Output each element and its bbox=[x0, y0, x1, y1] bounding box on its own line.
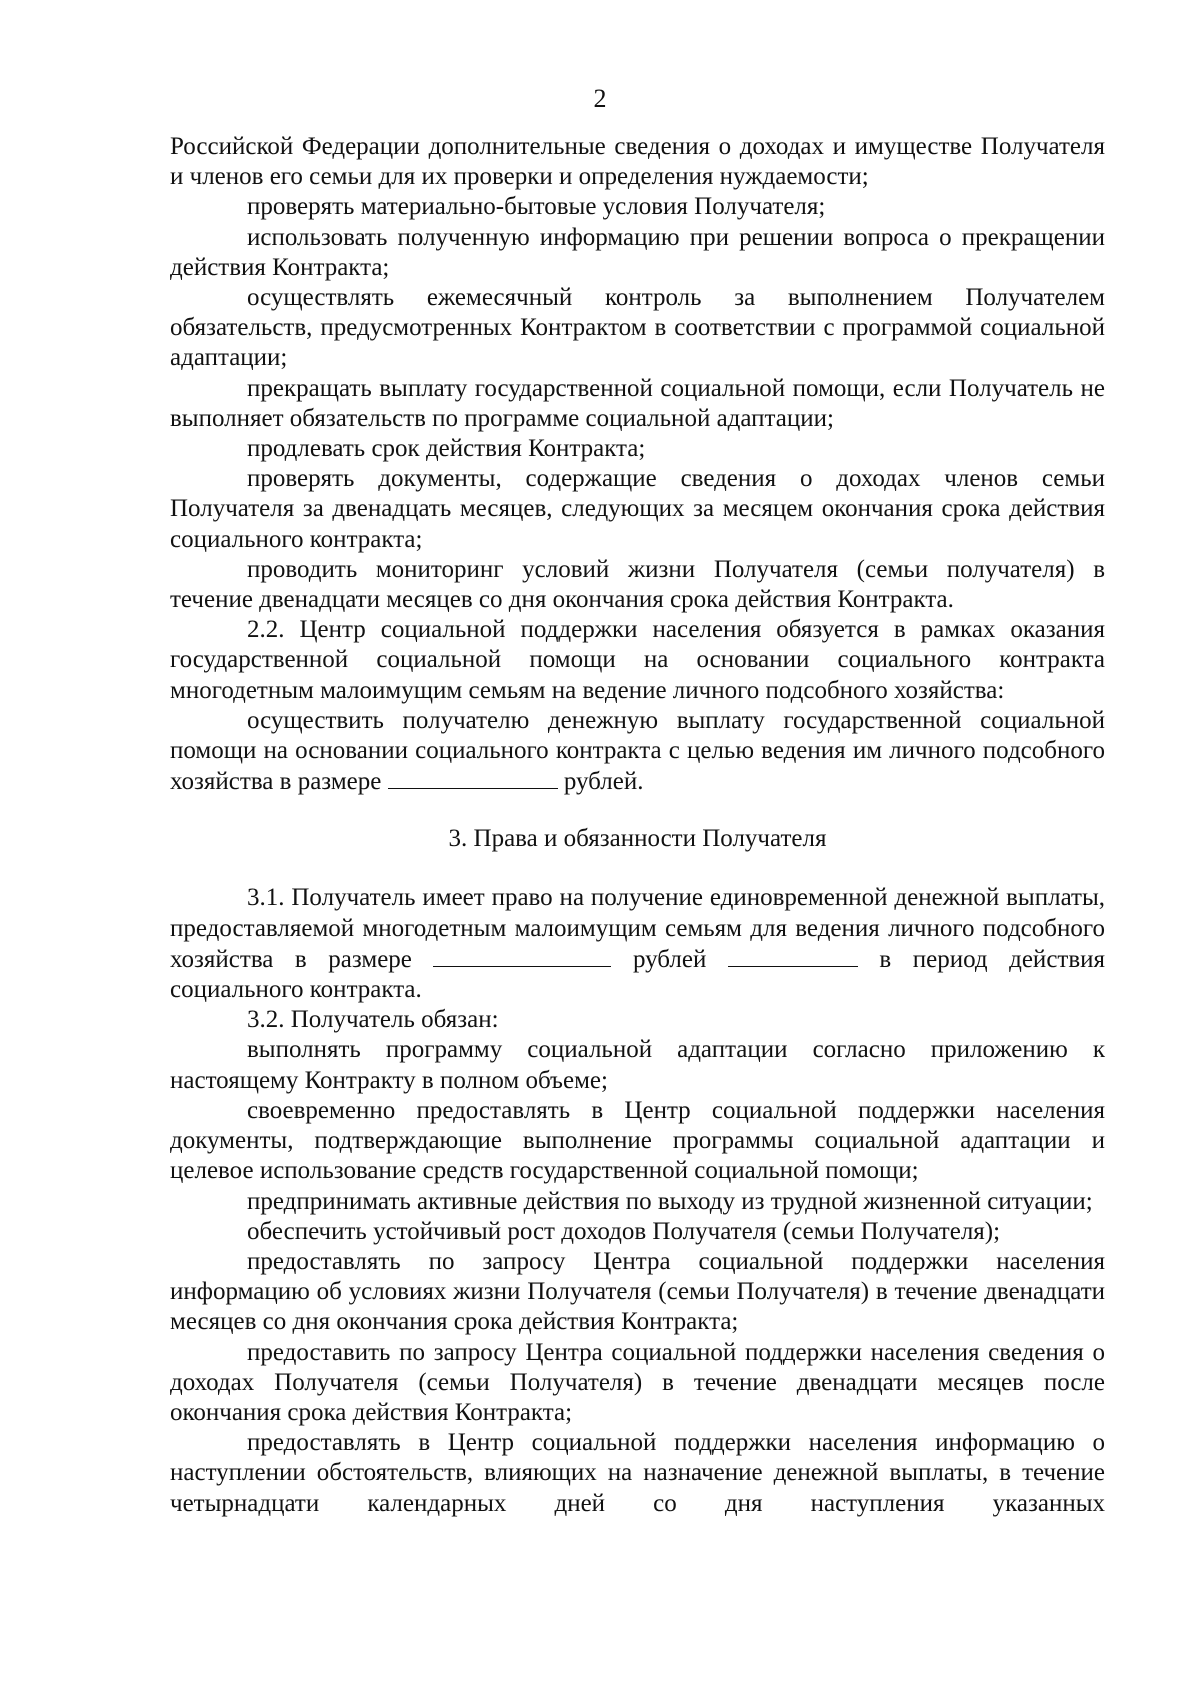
paragraph-submit-documents: своевременно предоставлять в Центр социальной поддержки населения документы, подтверждающие выполнение программы социальной адаптации и целевое использование средств государственной социальной помощи; bbox=[170, 1096, 1105, 1185]
paragraph-clause-3-1 bbox=[170, 883, 1105, 1005]
paragraph-income-info: предоставить по запросу Центра социальной поддержки населения сведения о доходах Получателя (семьи Получателя) в течение двенадцати месяцев после окончания срока действия Контракта; bbox=[170, 1338, 1105, 1426]
paragraph-active-actions: предпринимать активные действия по выходу из трудной жизненной ситуации; bbox=[247, 1187, 1093, 1215]
paragraph-check-documents: проверять документы, содержащие сведения о доходах членов семьи Получателя за двенадцать месяцев, следующих за месяцем окончания срока действия социального контракта; bbox=[170, 465, 1105, 553]
amount-kopecks-blank bbox=[728, 944, 858, 967]
clause-3-1-text: 3.1. Получатель имеет право на получение единовременной денежной выплаты, предоставляемой многодетным малоимущим семьям для ведения личного подсобного хозяйства в размере bbox=[170, 884, 1105, 973]
paragraph-use-information: использовать полученную информацию при решении вопроса о прекращении действия Контракта; bbox=[170, 223, 1105, 281]
payment-clause-unit: рублей. bbox=[563, 768, 644, 796]
paragraph-check-conditions: проверять материально-бытовые условия Получателя; bbox=[247, 193, 826, 221]
paragraph-extend-term: продлевать срок действия Контракта; bbox=[247, 435, 646, 463]
paragraph-payment-clause bbox=[170, 706, 1105, 798]
document-body bbox=[170, 132, 1105, 1519]
paragraph-stop-payment: прекращать выплату государственной социальной помощи, если Получатель не выполняет обязательств по программе социальной адаптации; bbox=[170, 374, 1105, 432]
clause-3-1-period: в период действия социального контракта. bbox=[170, 945, 1106, 1004]
payment-clause-text: осуществить получателю денежную выплату государственной социальной помощи на основании социального контракта с целью ведения им личного подсобного хозяйства в размере bbox=[170, 706, 1105, 796]
page-number: 2 bbox=[593, 84, 607, 113]
clause-3-1-unit: рублей bbox=[632, 945, 707, 973]
paragraph-income-growth: обеспечить устойчивый рост доходов Получателя (семьи Получателя); bbox=[247, 1217, 1001, 1245]
amount-blank bbox=[433, 944, 611, 967]
paragraph-living-conditions: предоставлять по запросу Центра социальной поддержки населения информацию об условиях жизни Получателя (семьи Получателя) в течение двенадцати месяцев со дня окончания срока действия Контракта; bbox=[170, 1247, 1105, 1336]
paragraph-monitoring: проводить мониторинг условий жизни Получателя (семьи получателя) в течение двенадцати месяцев со дня окончания срока действия Контракта. bbox=[170, 555, 1105, 614]
paragraph-clause-3-2: 3.2. Получатель обязан: bbox=[247, 1006, 499, 1034]
section-heading: 3. Права и обязанности Получателя bbox=[448, 825, 827, 853]
payment-amount-blank bbox=[388, 766, 558, 789]
paragraph-federation-info: Российской Федерации дополнительные сведения о доходах и имуществе Получателя и членов его семьи для их проверки и определения нуждаемости; bbox=[170, 133, 1105, 191]
paragraph-circumstances: предоставлять в Центр социальной поддержки населения информацию о наступлении обстоятельств, влияющих на назначение денежной выплаты, в течение четырнадцати календарных дней со дня наступления указанных bbox=[170, 1429, 1105, 1517]
paragraph-monthly-control: осуществлять ежемесячный контроль за выполнением Получателем обязательств, предусмотренных Контрактом в соответствии с программой социальной адаптации; bbox=[170, 284, 1105, 372]
paragraph-clause-2-2: 2.2. Центр социальной поддержки населения обязуется в рамках оказания государственной социальной помощи на основании социального контракта многодетным малоимущим семьям на ведение личного подсобного хозяйства: bbox=[170, 616, 1105, 704]
paragraph-follow-program: выполнять программу социальной адаптации согласно приложению к настоящему Контракту в полном объеме; bbox=[170, 1036, 1105, 1094]
